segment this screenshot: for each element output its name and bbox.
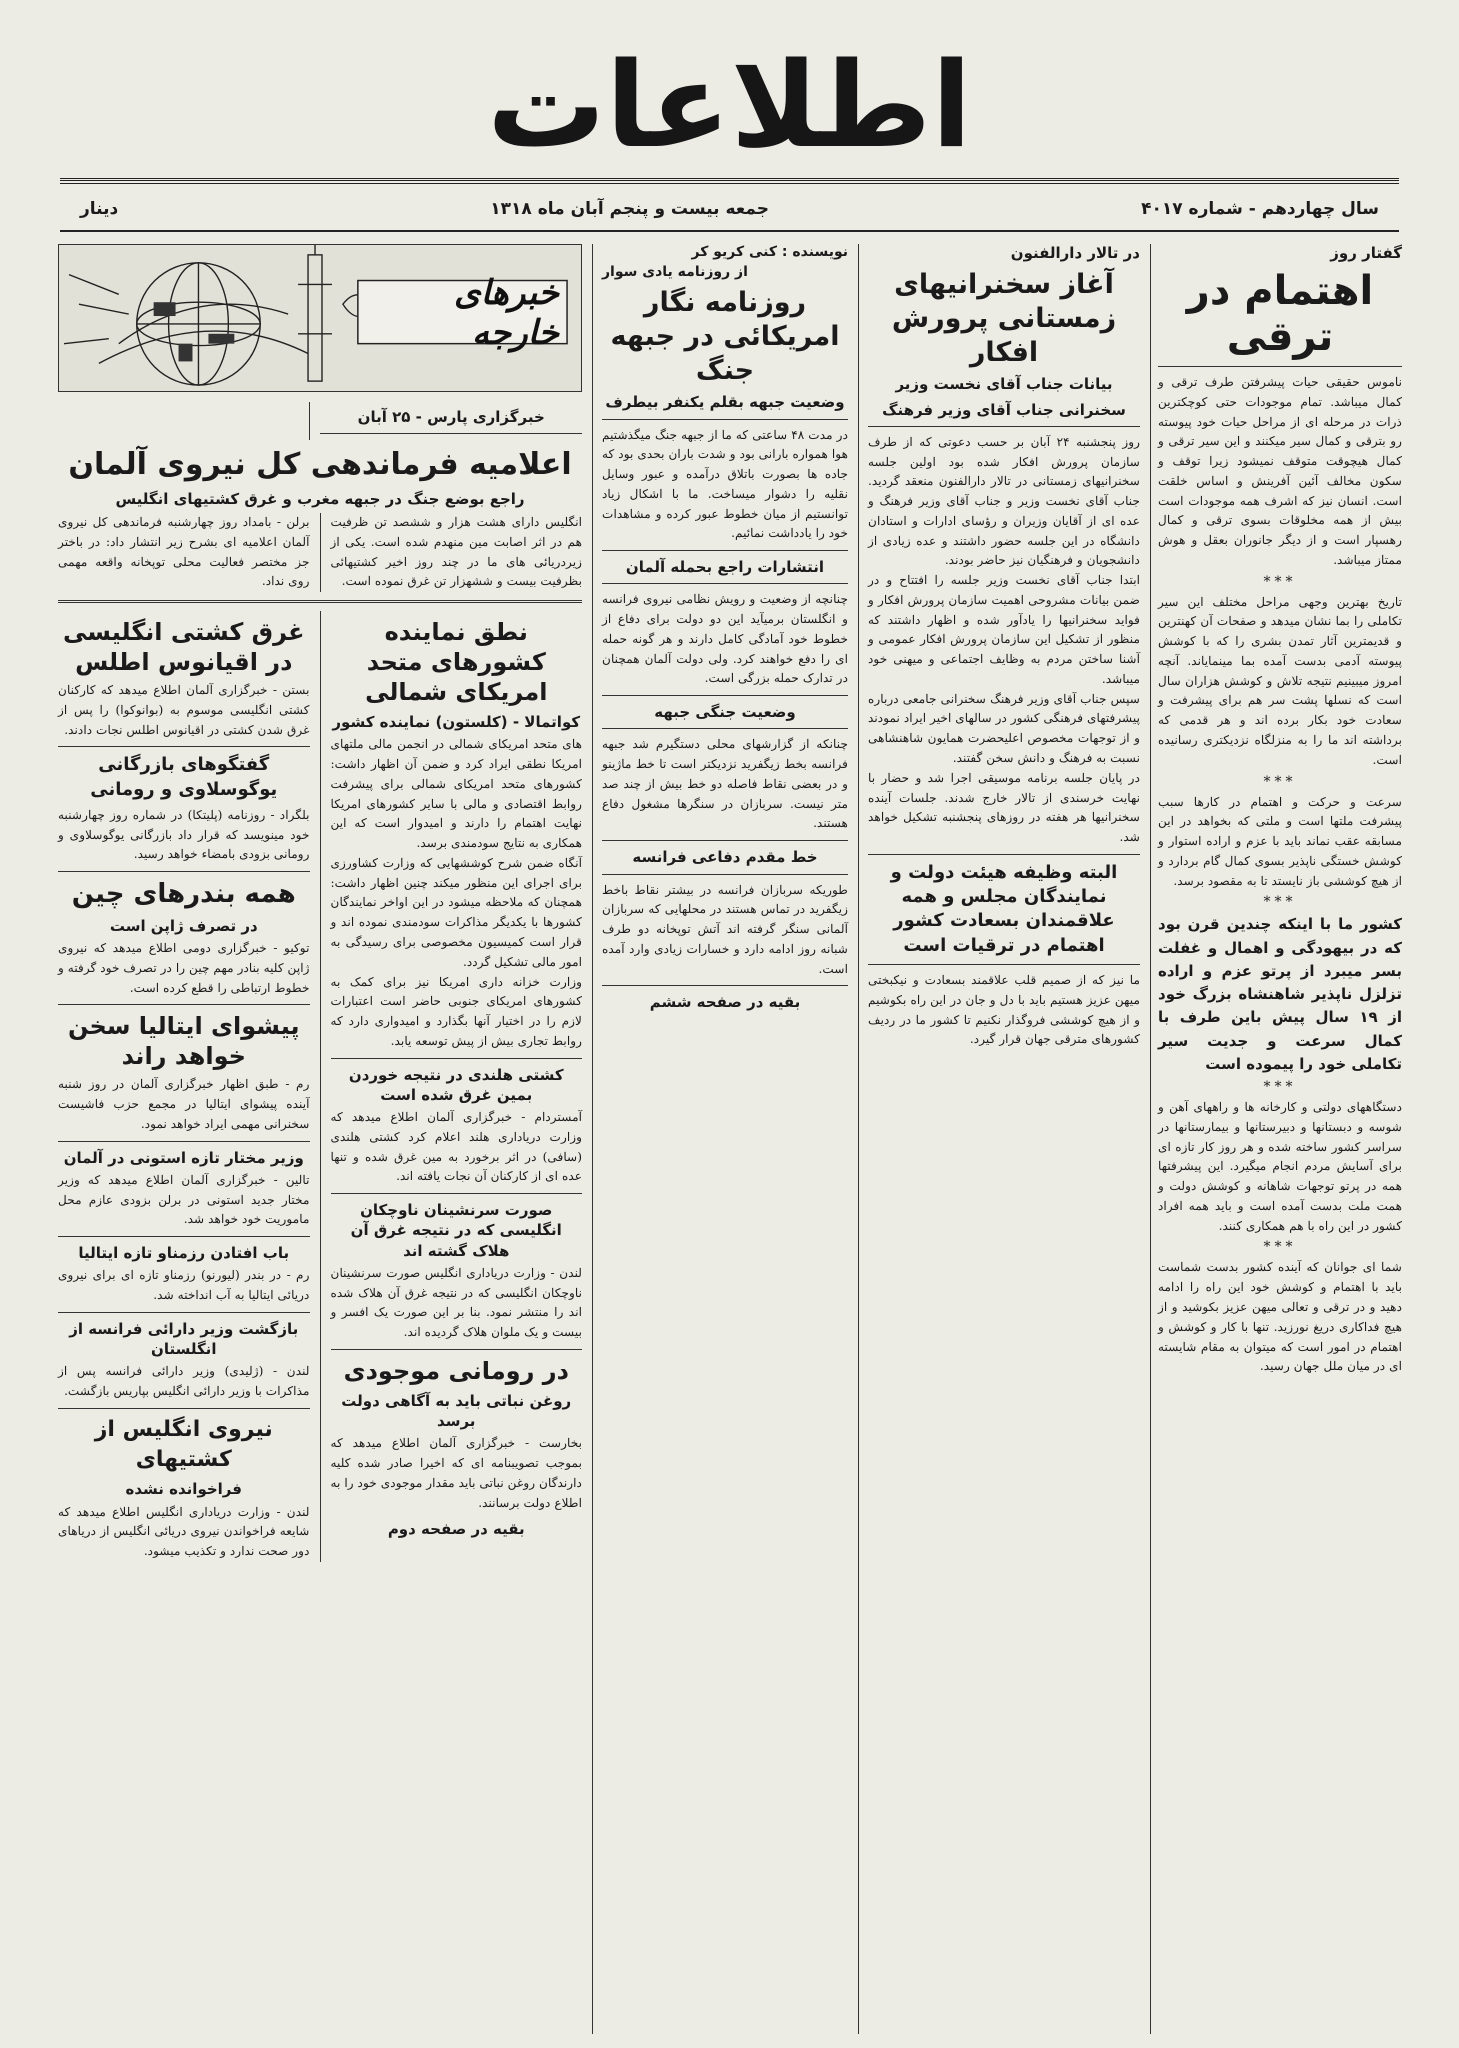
news-headline: نطق نماینده کشورهای متحد امریکای شمالی [365, 618, 548, 707]
news-paragraph: لندن - وزارت دریاداری انگلیس اطلاع میدهد که شایعه فراخواندن نیروی دریائی انگلیس از دریاهای دور صحت ندارد و تکذیب میشود. [58, 1504, 310, 1559]
news-paragraph: بخارست - خبرگزاری آلمان اطلاع میدهد که بموجب تصویبنامه ای که اخیرا صادر شده کلیه دارندگان روغن نباتی باید مقدار موجودی خود را به اطلاع دولت برسانند. [330, 1436, 582, 1510]
news-paragraph: توکیو - خبرگزاری دومی اطلاع میدهد که نیروی ژاپن کلیه بنادر مهم چین را در تصرف خود گرفته و خطوط ارتباطی را قطع کرده است. [58, 941, 310, 995]
dateline-rule [60, 230, 1399, 232]
news-headline: پیشوای ایتالیا سخن خواهد راند [67, 1012, 300, 1071]
editorial-paragraph: تاریخ بهترین وجهی مراحل مختلف این سیر تکاملی را بما نشان میدهد و صفحات آن کهنترین و قدیمترین آثار تمدن بشری را که با کوشش پیوسته آدمی بدست آمده بما مینمایاند. آنچه امروز میبینیم نتیجه تلاش و کوشش هزاران سال است که نسلها پشت سر هم برای پیشرفت و سعادت خود بکار برده اند و هر قدمی که برداشته اند ما را به منزلگاه نزدیکتری رسانیده است. [1158, 594, 1402, 767]
editorial-paragraph: ناموس حقیقی حیات پیشرفتن طرف ترقی و کمال میباشد. تمام موجودات حتی کوچکترین ذرات در مرحله ای از مراحل حیات خود پیوسته رو بترقی و کمال سیر میکنند و این سیر ترقی و کمال هیچوقت متوقف نمیشود زیرا توقف و سکون مخالف آئین آفرینش و اساس خلقت است. انسان نیز که اشرف همه موجودات است بیش از همه مخلوقات بسوی ترقی و کمال رهسپار است و از دیگر جانوران بعقل و هوش ممتاز میباشد. [1158, 375, 1402, 567]
news-subheadline: در تصرف ژاپن است [109, 916, 258, 935]
news-paragraph: بستن - خبرگزاری آلمان اطلاع میدهد که کارکنان کشتی انگلیسی موسوم به (بوانوکوا) را پس از غرق شدن کشتی در اقیانوس اطلس نجات دادند. [58, 683, 310, 737]
war-report-paragraph: طوریکه سربازان فرانسه در بیشتر نقاط باخط زیگفرید در تماس هستند در محلهایی که سربازان آلمانی سنگر گرفته اند آتش توپخانه دو طرف شبانه روز ادامه دارد و خسارات زیادی وارد آمده است. [602, 882, 848, 976]
news-subheadline: کواتمالا - (کلستون) نماینده کشور [332, 713, 581, 732]
war-report-subtitle: وضعیت جبهه بقلم یکنفر بیطرف [605, 393, 845, 412]
issue-price: دینار [80, 199, 119, 219]
lecture-title: آغاز سخنرانیهای زمستانی پرورش افکار [891, 269, 1117, 368]
news-headline: در رومانی موجودی [343, 1356, 569, 1385]
lecture-paragraph: ابتدا جناب آقای نخست وزیر جلسه را افتتاح و در ضمن بیانات مشروحی اهمیت سازمان پرورش افکار و فواید سخنرانیها را یادآور شده و اظهار داشتند که منظور از تشکیل این سازمان پرورش افکار عمومی و آشنا ساختن مردم به وظایف اجتماعی و میهنی خود میباشد. [868, 573, 1140, 686]
lecture-paragraph: ما نیز که از صمیم قلب علاقمند بسعادت و نیکبختی میهن عزیز هستیم باید با دل و جان در این راه بکوشیم و از هیچ کوششی فروگذار نکنیم تا کشور ما در ردیف کشورهای مترقی جهان قرار گیرد. [868, 973, 1140, 1047]
foreign-news-label: خبرهای خارجه [454, 273, 559, 353]
news-headline: بازگشت وزیر دارائی فرانسه از انگلستان [69, 1319, 299, 1359]
war-report-section-title: انتشارات راجع بحمله آلمان [625, 558, 825, 577]
news-paragraph: وزارت خزانه داری امریکا نیز برای کمک به کشورهای امریکای جنوبی حاضر است اعتبارات لازم را در اختیار آنها بگذارد و امیدواری دارد که روابط تجاری بیش از پیش توسعه یابد. [330, 974, 582, 1048]
editorial-title: اهتمام در ترقی [1186, 268, 1374, 360]
news-paragraph: رم - طبق اظهار خبرگزاری آلمان در روز شنبه آینده پیشوای ایتالیا در مجمع حزب فاشیست سخنرانی مهمی ایراد خواهد نمود. [58, 1077, 310, 1131]
author-credit: نویسنده : کنی کریو کر [691, 244, 848, 260]
news-headline: همه بندرهای چین [71, 879, 296, 910]
continued-note: بقیه در صفحه دوم [387, 1519, 525, 1538]
news-paragraph: آنگاه ضمن شرح کوششهایی که وزارت کشاورزی برای اجرای این منظور میکند چنین اظهار داشت: همچنان که ملاحظه میشود در این اواخر نمایندگان کشورها با یکدیگر مذاکرات سودمندی نموده اند و قرار است کمیسیون مخصوصی برای رسیدگی به امور مالی تشکیل گردد. [330, 855, 582, 969]
news-headline: وزیر مختار تازه استونی در آلمان [63, 1148, 304, 1167]
news-headline: کشتی هلندی در نتیجه خوردن بمین غرق شده است [348, 1065, 564, 1104]
lecture-paragraph: در پایان جلسه برنامه موسیقی اجرا شد و حضار با نهایت خرسندی از تالار خارج شدند. جلسات آینده سخنرانیها هر هفته در روزهای پنجشنبه تشکیل خواهد شد. [868, 770, 1140, 845]
foreign-news-banner [58, 244, 582, 392]
editorial-kicker: گفتار روز [1330, 244, 1402, 262]
issue-number: سال چهاردهم - شماره ۴۰۱۷ [1141, 199, 1379, 219]
war-report-paragraph: در مدت ۴۸ ساعتی که ما از جبهه جنگ میگذشتیم هوا همواره بارانی بود و شدت باران بحدی بود که جاده ها بصورت باتلاق درآمده و عبور وسایل نقلیه را دشوار میساخت. ما با اشکال زیاد توانستیم از میان خطوط عبور کرده و مشاهدات خود را یادداشت نمائیم. [602, 427, 848, 541]
war-report-paragraph: چنانکه از گزارشهای محلی دستگیرم شد جبهه فرانسه بخط زیگفرید نزدیکتر است تا خط ماژینو و در بعضی نقاط فاصله دو خط بیش از چند صد متر نیست. سربازان در سنگرها مشغول دفاع هستند. [602, 737, 848, 831]
editorial-highlight: کشور ما با اینکه چندین قرن بود که در بیهودگی و اهمال و غفلت بسر میبرد از پرتو عزم و اراده تزلزل ناپذیر شاهنشاه بزرگ خود از ۱۹ سال پیش باین طرف با کمال سرعت و جدیت سیر تکاملی خود را پیموده است [1158, 915, 1402, 1073]
war-report-section-title: خط مقدم دفاعی فرانسه [632, 848, 818, 867]
news-paragraph: آمستردام - خبرگزاری آلمان اطلاع میدهد که وزارت دریاداری هلند اعلام کرد کشتی هلندی (سافی) در اثر برخورد به مین غرق شده و تنها عده ای از کارکنان آن نجات یافته اند. [330, 1110, 582, 1184]
lecture-subtitle: بیانات جناب آقای نخست وزیر [895, 375, 1113, 394]
news-headline: باب افتادن رزمناو تازه ایتالیا [78, 1244, 290, 1263]
german-command-title: اعلامیه فرماندهی کل نیروی آلمان [68, 447, 572, 483]
war-report-column [594, 244, 856, 2034]
news-paragraph: رم - در بندر (لیورنو) رزمناو تازه ای برای نیروی دریائی ایتالیا به آب انداخته شد. [58, 1268, 310, 1303]
news-headline: غرق کشتی انگلیسی در اقیانوس اطلس [63, 618, 305, 677]
lecture-highlight-title: البته وظیفه هیئت دولت و نمایندگان مجلس و همه علاقمندان بسعادت کشور اهتمام در ترقیات است [890, 861, 1118, 956]
editorial-paragraph: دستگاههای دولتی و کارخانه ها و راههای آهن و شوسه و دبستانها و دبیرستانها و بیمارستانها در سراسر کشور ساخته شده و هر روز کار تازه ای برای آسایش مردم انجام میگیرد. این پیشرفتها همه در پرتو توجهات شاهانه و کوشش دولت و همت ملت بدست آمده است و باید همه افراد کشور در این راه با هم همکاری کنند. [1158, 1100, 1402, 1233]
continued-note: بقیه در صفحه ششم [649, 993, 801, 1012]
news-paragraph: لندن - وزارت دریاداری انگلیس صورت سرنشینان ناوچکان انگلیسی که در نتیجه غرق آن هلاک شده اند را منتشر نمود. بنا بر این صورت یک افسر و بیست و یک ملوان هلاک گردیده اند. [330, 1265, 582, 1340]
editorial-column: گفتار روز اهتمام در ترقی ناموس حقیقی حیات پیشرفتن طرف ترقی و کمال میباشد. تمام موجودات حتی کوچکترین ذرات در مرحله ای از مراحل حیات خود پیوسته رو بترقی و کمال سیر میکنند و این سیر ترقی و کمال هیچوقت متوقف نمیشود زیرا توقف و سکون مخالف آئین آفرینش و اساس خلقت است. انسان نیز که اشرف همه موجودات است بیش از همه مخلوقات بسوی ترقی و کمال رهسپار است و از دیگر جانوران بعقل و هوش ممتاز میباشد. *** تاریخ بهترین وجهی مراحل مختلف این سیر تکاملی را بما نشان میدهد و صفحات آن کهنترین و قدیمترین آثار تمدن بشری را که با کوشش پیوسته آدمی بدست آمده بما مینمایاند. آنچه امروز میبینیم نتیجه تلاش و کوشش هزاران سال است که نسلها پشت سر هم برای پیشرفت و سعادت خود بکار برده اند و هر قدمی که برداشته اند ما را به منزلگاه نزدیکتری رسانیده است. *** سرعت و حرکت و اهتمام در کارها سبب پیشرفت ملتها است و ملتی که بخواهد در این مسابقه عقب نماند باید با عزم و اراده استوار و کوشش خستگی ناپذیر بسوی کمال گام بردارد و از هیچ کوششی باز نایستد تا به مقصود برسد. *** کشور ما با اینکه چندین قرن بود که در بیهودگی و اهمال و غفلت بسر میبرد از پرتو عزم و اراده تزلزل ناپذیر شاهنشاه بزرگ خود از ۱۹ سال پیش باین طرف با کمال سرعت و جدیت سیر تکاملی خود را پیموده است *** دستگاههای دولتی و کارخانه ها و راههای آهن و شوسه و دبستانها و دبیرستانها و بیمارستانها در سراسر کشور ساخته شده و هر روز کار تازه ای برای آسایش مردم انجام میگیرد. این پیشرفتها همه در پرتو توجهات شاهانه و کوشش دولت و همت ملت بدست آمده است و باید همه افراد کشور در این راه با هم همکاری کنند. *** شما ای جوانان که آینده کشور بدست شماست باید با اهتمام و کوشش خود این راه را ادامه دهید و در ترقی و تعالی میهن عزیز بکوشید و از هیچ فداکاری دریغ نورزید. تنها با کار و کوشش و اهتمام در امور است که میتوان به مقام شایسته ای در میان ملل جهان رسید. [1150, 244, 1410, 2034]
column-divider [858, 244, 859, 2034]
lecture-subtitle: سخنرانی جناب آقای وزیر فرهنگ [882, 400, 1126, 419]
newspaper-logo: اطلاعات [487, 36, 972, 174]
foreign-news-right [58, 611, 321, 1562]
lecture-column [860, 244, 1148, 2034]
news-subheadline: فراخوانده نشده [125, 1480, 242, 1499]
news-paragraph: برلن - بامداد روز چهارشنبه فرماندهی کل نیروی آلمان اعلامیه ای بشرح زیر انتشار داد: در باختر جز مختصر فعالیت محلی توپخانه واقعه مهمی روی نداد. [58, 515, 310, 589]
source-credit: از روزنامه یادی سوار [602, 264, 748, 280]
war-report-paragraph: چنانچه از وضعیت و رویش نظامی نیروی فرانسه و انگلستان برمیآید این دو دولت برای دفاع از خطوط خود آمادگی کامل دارند و هر گونه حمله ای را دفع خواهند کرد. ولی دولت آلمان همچنان در تدارک حمله بزرگی است. [602, 592, 848, 686]
lecture-kicker: در تالار دارالفنون [1010, 244, 1140, 262]
news-paragraph: لندن - (ژلیدی) وزیر دارائی فرانسه پس از مذاکرات با وزیر دارائی انگلیس بپاریس بازگشت. [58, 1364, 310, 1399]
lecture-paragraph: روز پنجشنبه ۲۴ آبان بر حسب دعوتی که از طرف سازمان پرورش افکار شده بود اولین جلسه سخنرانیهای زمستانی در تالار دارالفنون منعقد گردید. جناب آقای نخست وزیر و جناب آقای وزیر فرهنگ و عده ای از آقایان وزیران و رؤسای ادارات و استادان دانشگاه در این جلسه حضور داشتند و عده زیادی از دانشجویان و فرهنگیان نیز حاضر بودند. [868, 434, 1141, 568]
german-command-subtitle: راجع بوضع جنگ در جبهه مغرب و غرق کشتیهای انگلیس [115, 489, 525, 508]
war-report-kicker [602, 244, 848, 260]
editorial-paragraph: سرعت و حرکت و اهتمام در کارها سبب پیشرفت ملتها است و ملتی که بخواهد در این مسابقه عقب نماند باید با عزم و اراده استوار و کوشش خستگی ناپذیر بسوی کمال گام بردارد و از هیچ کوششی باز نایستد تا به مقصود برسد. [1158, 794, 1402, 888]
news-paragraph: انگلیس دارای هشت هزار و ششصد تن ظرفیت هم در اثر اصابت مین منهدم شده است. یکی از زیردریائی های ما در چند روز اخیر کشتیهائی بظرفیت بیست و ششهزار تن غرق نموده است. [330, 515, 582, 589]
news-paragraph: تالین - خبرگزاری آلمان اطلاع میدهد که وزیر مختار جدید استونی در برلن بزودی عازم محل ماموریت خود خواهد شد. [58, 1172, 310, 1227]
news-subheadline: روغن نباتی باید به آگاهی دولت برسد [341, 1391, 572, 1431]
news-headline: نیروی انگلیس از کشتیهای [94, 1416, 273, 1472]
lecture-paragraph: سپس جناب آقای وزیر فرهنگ سخنرانی جامعی درباره پیشرفتهای فرهنگی کشور در سالهای اخیر ایراد نمودند و از توجهات مخصوص اعلیحضرت همایون شاهنشاهی نسبت به فرهنگ و دانش سخن گفتند. [868, 691, 1140, 765]
foreign-news-section [50, 244, 590, 2034]
news-headline: صورت سرنشینان ناوچکان انگلیسی که در نتیجه غرق آن هلاک گشته اند [350, 1201, 562, 1260]
foreign-news-left [331, 611, 583, 1562]
news-agency-line: خبرگزاری پارس - ۲۵ آبان [357, 408, 545, 426]
news-paragraph: بلگراد - روزنامه (پلیتکا) در شماره روز چهارشنبه خود مینویسد که قرار داد بازرگانی یوگوسلاوی و رومانی بزودی بامضاء خواهد رسید. [58, 807, 310, 862]
news-headline: گفتگوهای بازرگانی یوگوسلاوی و رومانی [90, 754, 278, 800]
issue-date: جمعه بیست و پنجم آبان ماه ۱۳۱۸ [490, 199, 770, 219]
column-divider [592, 244, 593, 2034]
editorial-paragraph: شما ای جوانان که آینده کشور بدست شماست باید با اهتمام و کوشش خود این راه را ادامه دهید و در ترقی و تعالی میهن عزیز بکوشید و از هیچ فداکاری دریغ نورزید. تنها با کار و کوشش و اهتمام در امور است که میتوان به مقام شایسته ای در میان ملل جهان رسید. [1158, 1260, 1402, 1374]
war-report-title: روزنامه نگار امریکائی در جبهه جنگ [610, 287, 840, 386]
war-report-section-title: وضعیت جنگی جبهه [654, 703, 796, 722]
masthead [0, 36, 1459, 174]
dateline [80, 195, 1379, 223]
news-paragraph: های متحد امریکای شمالی در انجمن مالی ملتهای امریکا نطقی ایراد کرد و ضمن آن اظهار داشت: کشورهای متحد امریکای شمالی برای پیشرفت روابط اقتصادی و مالی با سایر کشورهای امریکا نهایت اهتمام را دارند و امیدوار است که این همکاری به نتایج سودمندی برسد. [330, 737, 582, 851]
masthead-rule [60, 178, 1399, 184]
foreign-news-right [320, 402, 582, 440]
